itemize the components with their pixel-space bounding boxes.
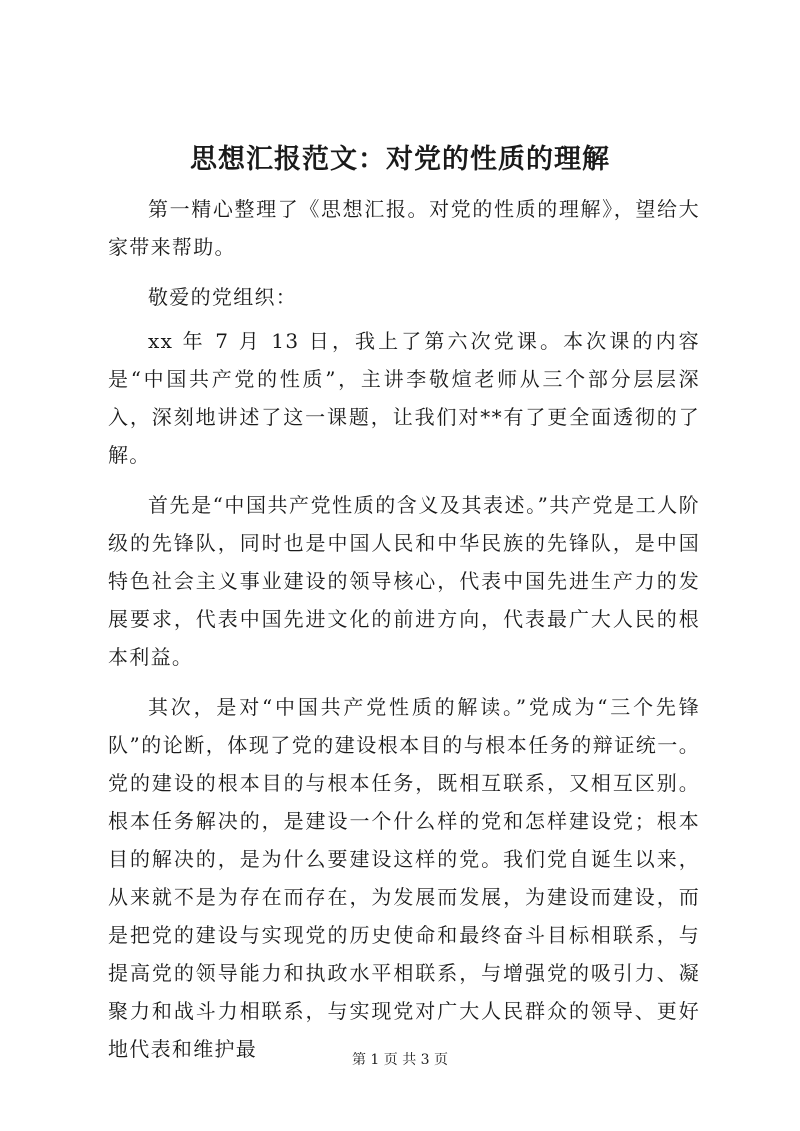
intro-paragraph: 第一精心整理了《思想汇报。对党的性质的理解》，望给大家带来帮助。 xyxy=(108,197,700,259)
page-number-footer: 第 1 页 共 3 页 xyxy=(351,1052,449,1068)
document-body xyxy=(108,190,700,1080)
salutation: 敬爱的党组织： xyxy=(148,285,298,309)
body-paragraph-2: 首先是“中国共产党性质的含义及其表述。”共产党是工人阶级的先锋队，同时也是中国人民和中华民族的先锋队，是中国特色社会主义事业建设的领导核心，代表中国先进生产力的发展要求，代表中国先进文化的前进方向，代表最广大人民的根本利益。 xyxy=(108,493,700,669)
body-paragraph-3: 其次，是对“中国共产党性质的解读。”党成为“三个先锋队”的论断，体现了党的建设根本目的与根本任务的辩证统一。党的建设的根本目的与根本任务，既相互联系，又相互区别。根本任务解决的，是建设一个什么样的党和怎样建设党；根本目的解决的，是为什么要建设这样的党。我们党自诞生以来，从来就不是为存在而存在，为发展而发展，为建设而建设，而是把党的建设与实现党的历史使命和最终奋斗目标相联系，与提高党的领导能力和执政水平相联系，与增强党的吸引力、凝聚力和战斗力相联系，与实现党对广大人民群众的领导、更好地代表和维护最 xyxy=(108,695,700,1061)
body-paragraph-1: xx 年 7 月 13 日，我上了第六次党课。本次课的内容是“中国共产党的性质”，主讲李敬煊老师从三个部分层层深入，深刻地讲述了这一课题，让我们对**有了更全面透彻的了解。 xyxy=(108,329,700,467)
document-title: 思想汇报范文：对党的性质的理解 xyxy=(190,144,610,175)
